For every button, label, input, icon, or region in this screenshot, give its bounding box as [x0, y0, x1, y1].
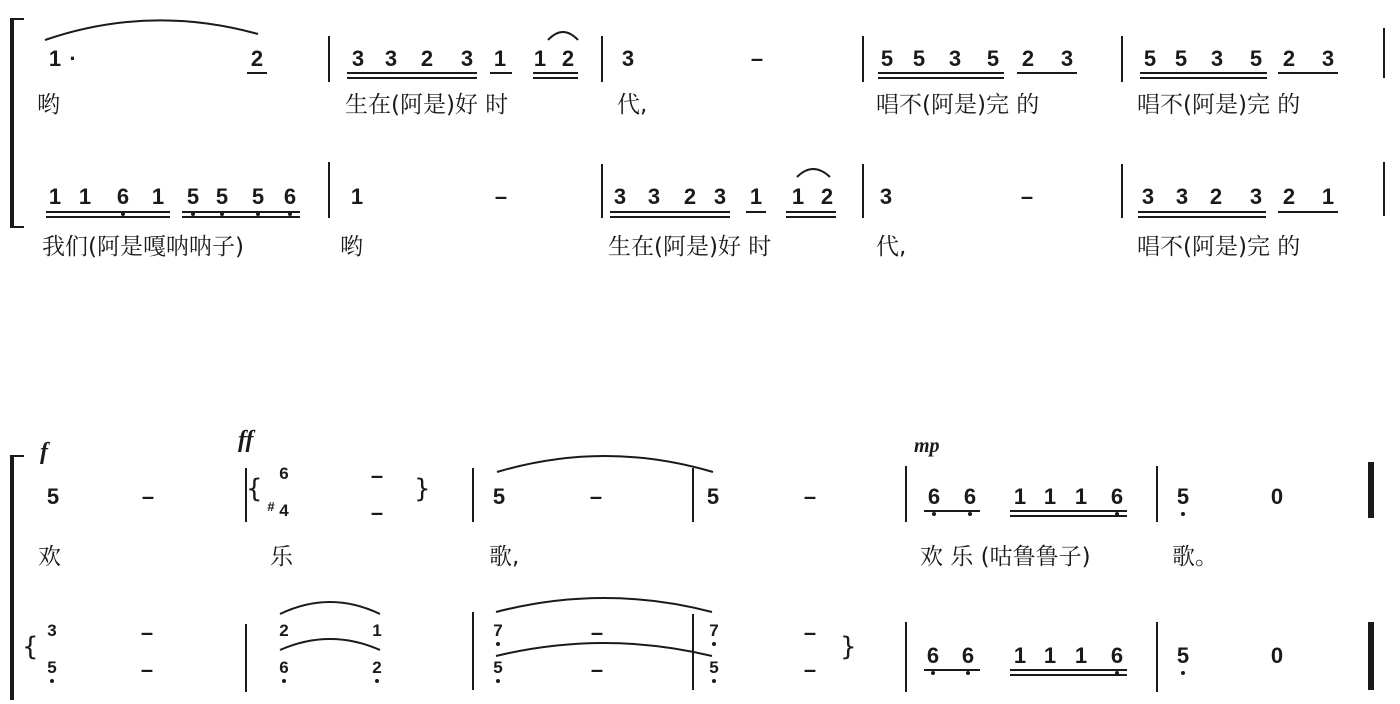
lyric: 乐 — [270, 544, 293, 570]
slur — [497, 456, 713, 472]
note: 5 — [986, 46, 1000, 71]
note: 0 — [1270, 484, 1284, 509]
sharp-sign: # — [267, 499, 275, 514]
note: 5 — [1249, 46, 1263, 71]
note: 6 — [961, 643, 975, 668]
slur — [280, 639, 380, 650]
note: 1 — [533, 46, 547, 71]
lyric: 欢 — [38, 544, 61, 570]
note: – — [803, 484, 817, 509]
lyric: 生在(阿是)好 时 — [608, 234, 772, 260]
slur — [280, 602, 380, 614]
note: 1 — [372, 621, 382, 640]
note: 5 — [46, 484, 60, 509]
slur — [496, 643, 712, 656]
slur — [548, 32, 578, 40]
note: – — [141, 484, 155, 509]
note: 6 — [927, 484, 941, 509]
note: 5 — [47, 658, 57, 677]
note: 3 — [1175, 184, 1189, 209]
note: 3 — [1060, 46, 1074, 71]
note: 6 — [1110, 643, 1124, 668]
note: 6 — [1110, 484, 1124, 509]
note: 1 — [1321, 184, 1335, 209]
chord-brace: } — [840, 632, 857, 662]
note: – — [370, 463, 384, 488]
note: – — [370, 500, 384, 525]
note: – — [590, 620, 604, 645]
note: – — [1020, 184, 1034, 209]
lyric: 歌。 — [1172, 544, 1218, 570]
note: 1 — [1043, 643, 1057, 668]
note: 5 — [251, 184, 265, 209]
note: 3 — [1249, 184, 1263, 209]
note: 3 — [47, 621, 57, 640]
note: 1 — [151, 184, 165, 209]
note: 3 — [613, 184, 627, 209]
note: 1 — [749, 184, 763, 209]
note: 1 — [791, 184, 805, 209]
lyric: 代, — [617, 92, 648, 118]
note: 6 — [279, 464, 289, 483]
note: 0 — [1270, 643, 1284, 668]
note: 5 — [1143, 46, 1157, 71]
lyric: 我们(阿是嘎呐呐子) — [42, 234, 244, 260]
note: 3 — [713, 184, 727, 209]
note: 7 — [493, 621, 503, 640]
note: · — [69, 46, 77, 71]
note: 6 — [116, 184, 130, 209]
note: 1 — [1013, 643, 1027, 668]
note: 7 — [709, 621, 719, 640]
lyric: 歌, — [489, 544, 520, 570]
note: 2 — [1021, 46, 1035, 71]
note: 5 — [186, 184, 200, 209]
note: – — [140, 657, 154, 682]
chord-brace: } — [414, 474, 431, 504]
note: – — [803, 657, 817, 682]
note: 5 — [492, 484, 506, 509]
note: 1 — [48, 184, 62, 209]
note: – — [803, 620, 817, 645]
note: 6 — [963, 484, 977, 509]
chord-brace: { — [22, 632, 39, 662]
slur — [496, 598, 712, 612]
note: 6 — [283, 184, 297, 209]
slur — [797, 169, 830, 177]
note: – — [589, 484, 603, 509]
note: 5 — [1176, 643, 1190, 668]
note: 5 — [493, 658, 503, 677]
lyric: 代, — [876, 234, 907, 260]
note: 2 — [1282, 46, 1296, 71]
note: 3 — [1321, 46, 1335, 71]
dynamic-marking: ff — [238, 427, 254, 453]
slur — [45, 20, 258, 40]
lyric: 唱不(阿是)完 的 — [1137, 234, 1301, 260]
note: 2 — [250, 46, 264, 71]
lyric: 唱不(阿是)完 的 — [876, 92, 1040, 118]
note: 5 — [215, 184, 229, 209]
note: 3 — [460, 46, 474, 71]
note: 3 — [621, 46, 635, 71]
note: 2 — [820, 184, 834, 209]
chord-brace: { — [246, 474, 263, 504]
note: 1 — [493, 46, 507, 71]
note: 3 — [384, 46, 398, 71]
note: 3 — [1210, 46, 1224, 71]
dynamic-marking: mp — [914, 435, 940, 457]
note: 2 — [683, 184, 697, 209]
note: 5 — [1176, 484, 1190, 509]
note: 2 — [420, 46, 434, 71]
note: 1 — [350, 184, 364, 209]
note: – — [590, 657, 604, 682]
lyric: 生在(阿是)好 时 — [345, 92, 509, 118]
dynamic-marking: f — [40, 439, 48, 465]
note: 2 — [1209, 184, 1223, 209]
note: 1 — [78, 184, 92, 209]
note: 6 — [926, 643, 940, 668]
note: 2 — [279, 621, 289, 640]
note: 4 — [279, 501, 289, 520]
lyric: 哟 — [340, 234, 363, 260]
note: 1 — [1074, 643, 1088, 668]
note: 5 — [912, 46, 926, 71]
note: 1 — [1043, 484, 1057, 509]
note: 2 — [561, 46, 575, 71]
lyric: 欢 乐 (咕鲁鲁子) — [920, 544, 1091, 570]
note: 3 — [351, 46, 365, 71]
note: – — [494, 184, 508, 209]
note: 1 — [48, 46, 62, 71]
lyric: 唱不(阿是)完 的 — [1137, 92, 1301, 118]
note: 1 — [1013, 484, 1027, 509]
note: 3 — [879, 184, 893, 209]
note: – — [750, 46, 764, 71]
note: 3 — [1141, 184, 1155, 209]
lyric: 哟 — [37, 92, 60, 118]
note: 2 — [372, 658, 382, 677]
note: 3 — [647, 184, 661, 209]
note: 5 — [1174, 46, 1188, 71]
note: 5 — [880, 46, 894, 71]
note: 3 — [948, 46, 962, 71]
note: – — [140, 620, 154, 645]
note: 5 — [709, 658, 719, 677]
note: 5 — [706, 484, 720, 509]
note: 1 — [1074, 484, 1088, 509]
note: 6 — [279, 658, 289, 677]
note: 2 — [1282, 184, 1296, 209]
